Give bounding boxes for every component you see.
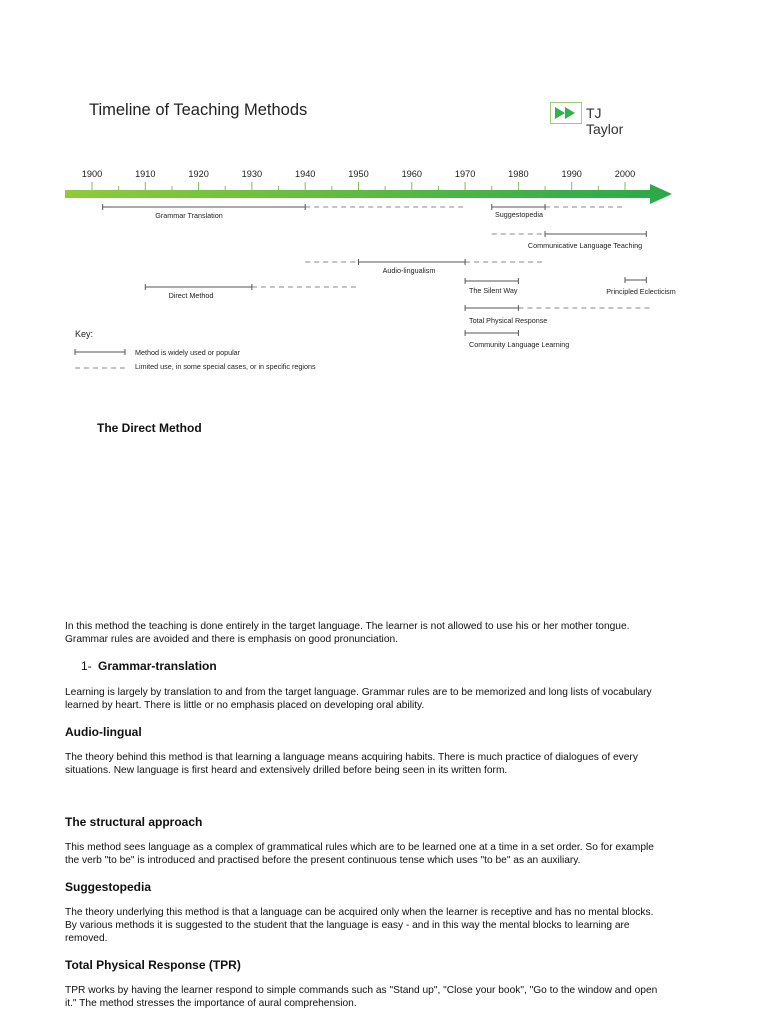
timeline-year-1900: 1900 bbox=[81, 169, 103, 179]
method-direct-method bbox=[145, 284, 358, 300]
method-audio-lingualism bbox=[305, 259, 545, 275]
logo-arrows-icon bbox=[550, 102, 582, 124]
method-grammar-translation bbox=[103, 204, 465, 220]
tj-taylor-logo bbox=[550, 102, 640, 137]
timeline-year-1970: 1970 bbox=[454, 169, 476, 179]
grammar-translation-text-line-1: Learning is largely by translation to and from the target language. Grammar rules are to be memorized and long lists of vocabulary bbox=[65, 687, 652, 698]
method-label-community-language-learning: Community Language Learning bbox=[469, 340, 570, 349]
method-label-principled-eclecticism: Principled Eclecticism bbox=[606, 287, 676, 296]
grammar-translation-text-line-2: learned by heart. There is little or no emphasis placed on developing oral ability. bbox=[65, 700, 425, 711]
suggestopedia-text-line-3: removed. bbox=[65, 933, 108, 944]
key-solid-text: Method is widely used or popular bbox=[135, 348, 241, 357]
key-title: Key: bbox=[75, 329, 94, 339]
audio-lingual-text-line-2: situations. New language is first heard and extensively drilled before being seen in its written form. bbox=[65, 765, 508, 776]
logo-name: TJ Taylor bbox=[586, 105, 624, 137]
timeline-year-1990: 1990 bbox=[561, 169, 582, 179]
method-label-direct-method: Direct Method bbox=[168, 291, 214, 300]
tpr-text-line-1: TPR works by having the learner respond to simple commands such as "Stand up", "Close your book", "Go to the window and open bbox=[65, 985, 658, 996]
method-label-grammar-translation: Grammar Translation bbox=[155, 211, 223, 220]
key-dashed-text: Limited use, in some special cases, or in specific regions bbox=[135, 362, 316, 371]
method-label-the-silent-way: The Silent Way bbox=[469, 286, 518, 295]
method-suggestopedia bbox=[492, 204, 625, 219]
heading-grammar-translation: Grammar-translation bbox=[98, 659, 217, 673]
method-total-physical-response bbox=[465, 305, 652, 325]
suggestopedia-text-line-2: By various methods it is suggested to the student that the language is easy - and in this way the mental blocks to learning are bbox=[65, 920, 630, 931]
timeline-year-1920: 1920 bbox=[188, 169, 209, 179]
method-the-silent-way bbox=[465, 278, 518, 295]
timeline-year-1960: 1960 bbox=[401, 169, 423, 179]
direct-method-text-line-2: Grammar rules are avoided and there is emphasis on good pronunciation. bbox=[65, 634, 398, 645]
timeline-year-2000: 2000 bbox=[614, 169, 636, 179]
method-principled-eclecticism bbox=[606, 277, 676, 296]
method-label-total-physical-response: Total Physical Response bbox=[469, 316, 548, 325]
timeline-title: Timeline of Teaching Methods bbox=[89, 101, 308, 119]
method-communicative-language-teaching bbox=[492, 231, 647, 250]
method-label-audio-lingualism: Audio-lingualism bbox=[382, 266, 436, 275]
method-label-communicative-language-teaching: Communicative Language Teaching bbox=[527, 241, 643, 250]
heading-total-physical-response: Total Physical Response (TPR) bbox=[65, 958, 241, 972]
tpr-text-line-2: it." The method stresses the importance of aural comprehension. bbox=[65, 998, 357, 1009]
timeline-year-1950: 1950 bbox=[348, 169, 369, 179]
structural-approach-text-line-2: the verb "to be" is introduced and practised before the present continuous tense which uses "to be" as an auxiliary. bbox=[65, 855, 581, 866]
timeline-year-1910: 1910 bbox=[135, 169, 156, 179]
heading-suggestopedia: Suggestopedia bbox=[65, 880, 152, 894]
heading-grammar-translation-number: 1- bbox=[81, 659, 92, 673]
method-label-suggestopedia: Suggestopedia bbox=[495, 210, 543, 219]
timeline-year-1940: 1940 bbox=[294, 169, 316, 179]
suggestopedia-text-line-1: The theory underlying this method is that a language can be acquired only when the learner is receptive and has no mental blocks. bbox=[65, 907, 654, 918]
timeline-arrow bbox=[65, 184, 672, 204]
heading-direct-method: The Direct Method bbox=[97, 421, 202, 435]
audio-lingual-text-line-1: The theory behind this method is that learning a language means acquiring habits. There is much practice of dialogues of every bbox=[65, 752, 638, 763]
heading-audio-lingual: Audio-lingual bbox=[65, 725, 142, 739]
timeline-year-1930: 1930 bbox=[241, 169, 263, 179]
method-community-language-learning bbox=[465, 330, 569, 349]
structural-approach-text-line-1: This method sees language as a complex of grammatical rules which are to be learned one at a time in a set order. So for example bbox=[65, 842, 654, 853]
timeline-year-1980: 1980 bbox=[508, 169, 529, 179]
heading-structural-approach: The structural approach bbox=[65, 815, 203, 829]
direct-method-text-line-1: In this method the teaching is done entirely in the target language. The learner is not allowed to use his or her mother tongue. bbox=[65, 621, 630, 632]
timeline-graphic bbox=[0, 160, 768, 380]
